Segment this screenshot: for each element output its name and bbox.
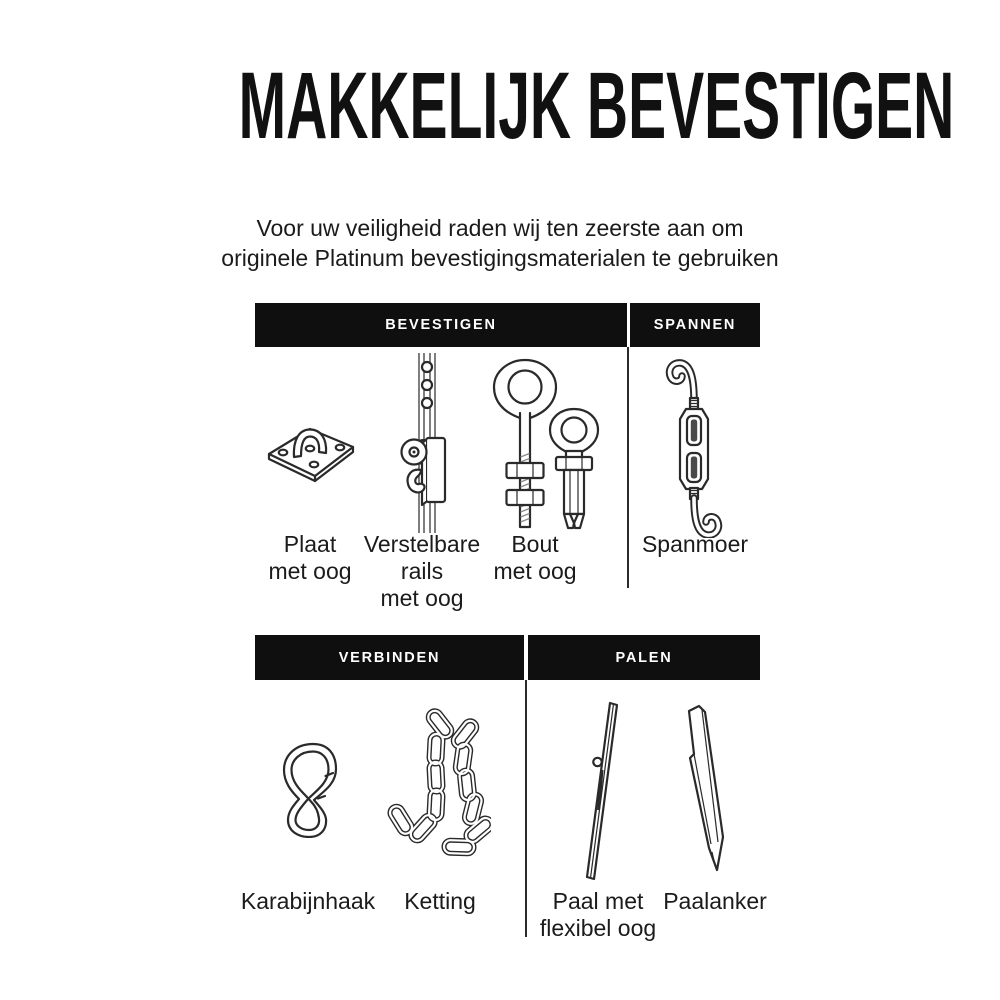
item-label-verstelbare-rails: Verstelbare rails met oog bbox=[363, 531, 481, 611]
subtitle-line-1: Voor uw veiligheid raden wij ten zeerste aan om bbox=[256, 215, 744, 241]
page-title-text: MAKKELIJK BEVESTIGEN bbox=[238, 53, 955, 159]
item-label-ketting: Ketting bbox=[404, 888, 476, 914]
subtitle bbox=[0, 213, 1000, 273]
item-label-spanmoer: Spanmoer bbox=[641, 531, 749, 557]
item-label-karabijnhaak: Karabijnhaak bbox=[240, 888, 376, 914]
section-header-bevestigen-label: BEVESTIGEN bbox=[385, 317, 497, 333]
pad-eye-plate-icon bbox=[260, 400, 362, 488]
section-header-verbinden-label: VERBINDEN bbox=[338, 649, 441, 666]
subtitle-line-2: originele Platinum bevestigingsmaterialen te gebruiken bbox=[221, 245, 779, 271]
item-label-paalanker: Paalanker bbox=[663, 888, 767, 914]
page-title bbox=[0, 53, 1000, 159]
section-header-verbinden bbox=[255, 635, 524, 680]
section-header-bevestigen bbox=[255, 303, 627, 347]
turnbuckle-icon bbox=[656, 352, 732, 538]
item-label-plaat-met-oog: Plaat met oog bbox=[268, 531, 352, 584]
section-header-palen bbox=[528, 635, 760, 680]
section-header-palen-label: PALEN bbox=[615, 649, 673, 666]
item-label-bout-met-oog: Bout met oog bbox=[493, 531, 577, 584]
chain-icon bbox=[383, 708, 491, 860]
ground-anchor-icon bbox=[658, 702, 734, 882]
item-label-paal-met-flexibel-oog: Paal met flexibel oog bbox=[539, 888, 657, 941]
adjustable-rail-with-eye-icon bbox=[397, 352, 457, 534]
section-header-spannen bbox=[630, 303, 760, 347]
carabiner-icon bbox=[272, 740, 360, 838]
pole-with-flexible-eye-icon bbox=[572, 698, 628, 884]
section-header-spannen-label: SPANNEN bbox=[653, 317, 737, 333]
eye-bolt-icon bbox=[490, 356, 600, 532]
